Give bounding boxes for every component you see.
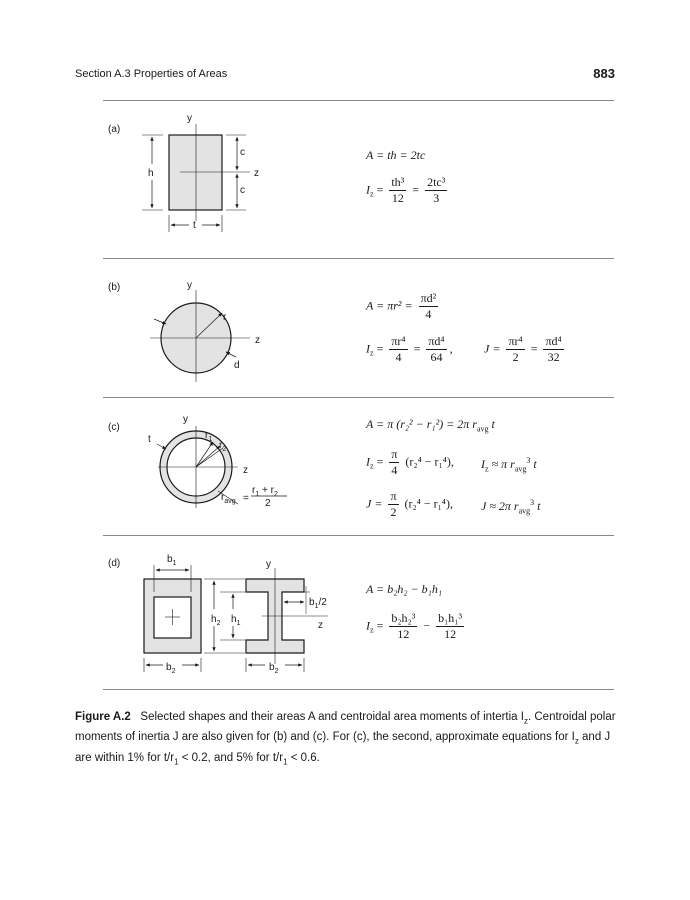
eq-a-area: A = th = 2tc [366,148,426,162]
eq-c-polar: J = $\frac{\pi}{2}$ (r₂⁴ − r₁⁴), [366,489,453,519]
page-number: 883 [593,66,615,81]
y-axis-label: y [266,559,271,570]
y-axis-label: y [187,280,192,291]
z-axis-label: z [243,465,248,476]
panel-a-tag: (a) [108,124,121,135]
y-axis-label: y [187,113,192,124]
t-label: t [193,220,196,231]
c-top-label: c [240,147,245,158]
panel-b-tag: (b) [108,282,121,293]
r-label: r [223,312,227,323]
panel-d-tag: (d) [108,558,121,569]
panel-d-figure [108,554,328,675]
eq-c-area: A = π (r₂² − r₁²) = 2π $r_{avg}$ t [366,417,495,434]
h2-label: $h_2$ [211,614,221,627]
panel-b-figure [108,280,260,382]
d-label: d [234,360,240,371]
ravg-equals: = [243,493,249,504]
eq-d-area: A = b₂h₂ − b₁h₁ [366,582,442,596]
caption-label: Figure A.2 [75,711,131,723]
eq-d-inertia: $I_z$ = $\frac{\text{b₂h₂³}}{12}$ − $\frac{\text{b₁h₁³}}{12}$ [366,611,463,641]
r2-label: $r_2$ [219,440,227,453]
ravg-denominator: 2 [265,498,271,509]
b2-right-label: $b_2$ [269,662,279,675]
panel-c-figure [108,414,287,509]
y-axis-label: y [183,414,188,425]
ravg-label: $r_{avg}$ [221,492,236,505]
figure-caption: Figure A.2 Selected shapes and their areas A and centroidal area moments of intertia $I_z$. Centroidal polar moments of inertia J are also given for (b) and (c). For (c), the second, approximate equations for $I_z$ and J are within 1% for $t/r_1 < 0.2$, and 5% for $t/r_1 < 0.6$. [75,711,616,766]
eq-b-inertia: $I_z$ = $\frac{\text{πr⁴}}{4}$ = $\frac{\text{πd⁴}}{64}$ , [366,334,453,364]
r1-label: $r_1$ [205,430,213,443]
z-axis-label: z [255,335,260,346]
c-bottom-label: c [240,185,245,196]
eq-b-area: A = πr² = $\frac{\text{πd²}}{4}$ [366,291,437,321]
eq-c-inertia-approx: $I_z \approx \pi$ $r_{avg}^3$ t [481,456,537,474]
panel-a-figure [108,113,259,232]
z-axis-label: z [254,168,259,179]
h-label: h [148,168,154,179]
h1-label: $h_1$ [231,614,241,627]
eq-c-polar-approx: J ≈ 2π $r_{avg}^3$ t [481,498,541,516]
eq-c-inertia: $I_z$ = $\frac{\pi}{4}$ (r₂⁴ − r₁⁴), [366,447,454,477]
rectangle-shape [169,135,222,210]
section-title: Section A.3 Properties of Areas [75,68,228,80]
b1-label: $b_1$ [167,554,177,567]
t-label: t [148,434,151,445]
eq-b-polar: J = $\frac{\text{πr⁴}}{2}$ = $\frac{\text{πd⁴}}{32}$ [484,334,562,364]
ravg-numerator: $r_1 + r_2$ [252,485,278,498]
b2-left-label: $b_2$ [166,662,176,675]
z-axis-label: z [318,620,323,631]
eq-a-inertia: $I_z$ = $\frac{\text{th³}}{12}$ = $\frac{\text{2tc³}}{3}$ [366,175,446,205]
panel-c-tag: (c) [108,422,120,433]
b1-half-label: $b_1/2$ [309,597,327,610]
